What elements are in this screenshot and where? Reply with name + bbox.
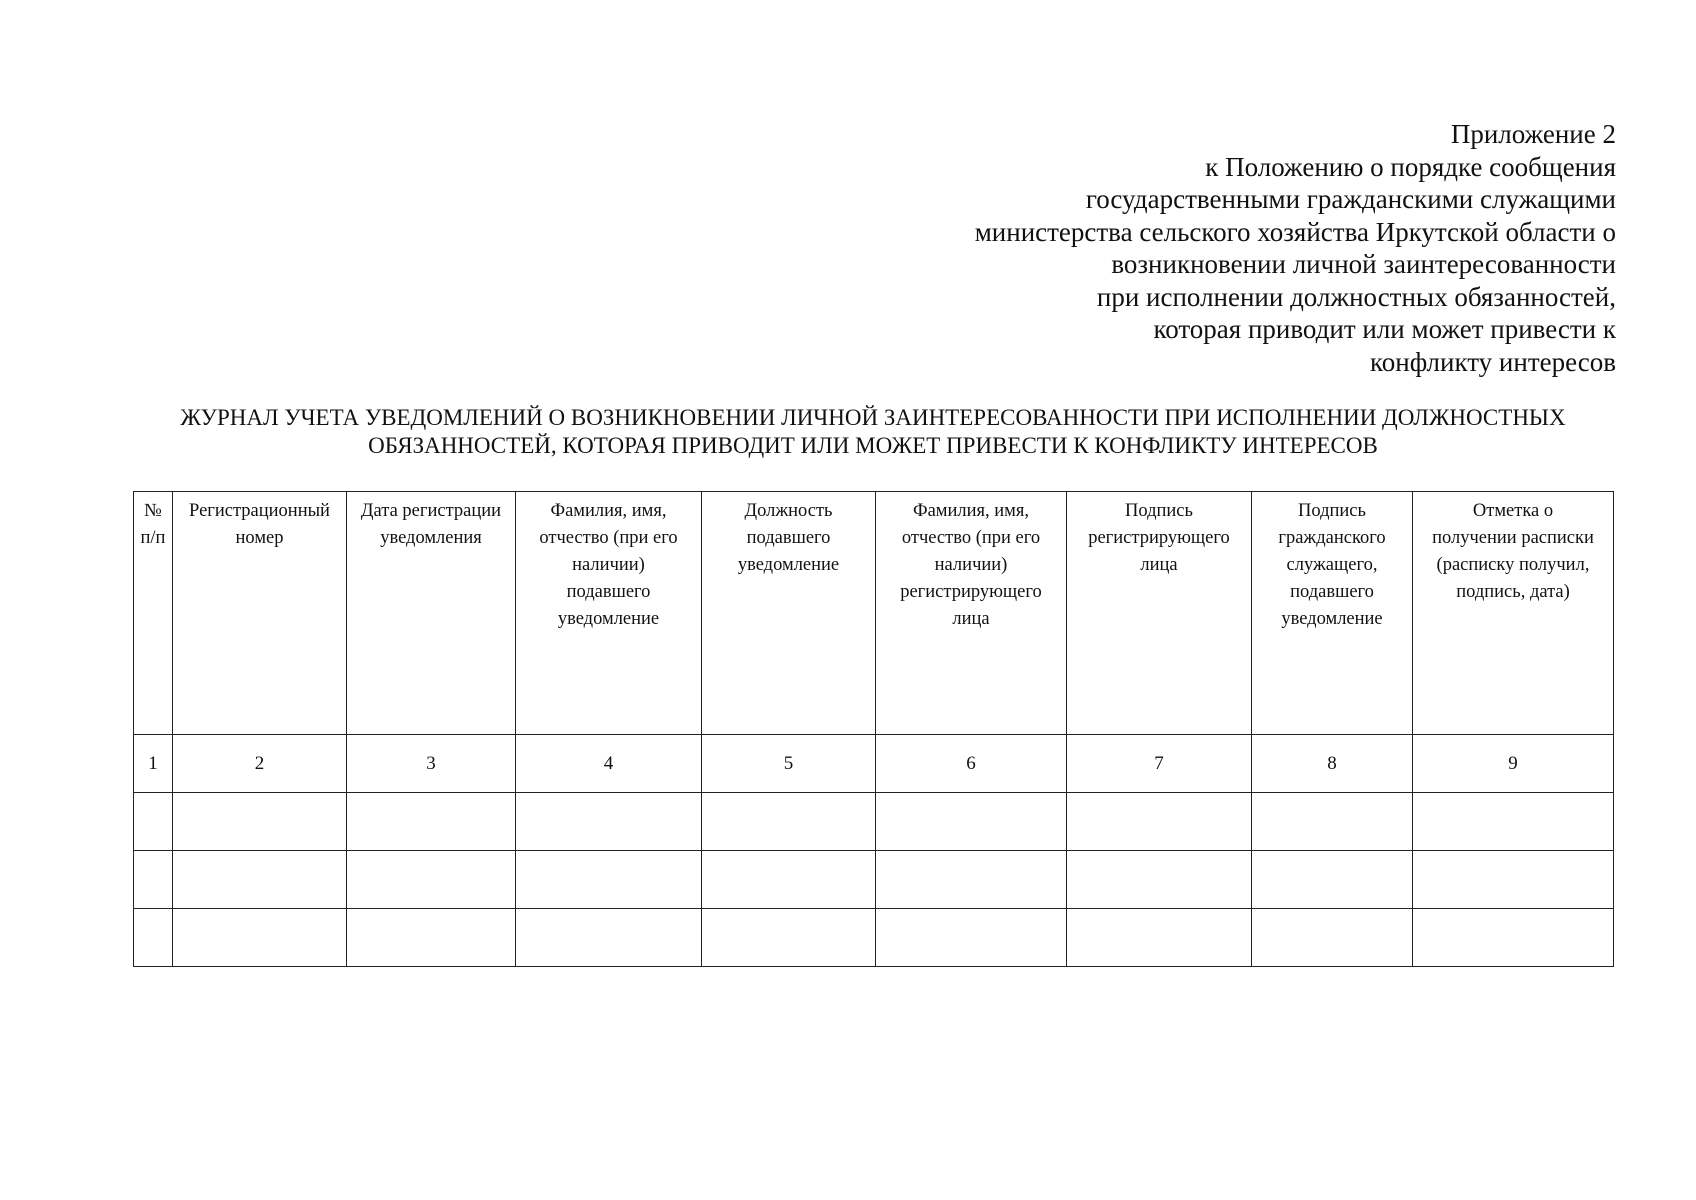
column-number: 9: [1413, 735, 1614, 793]
appendix-line: возникновении личной заинтересованности: [1111, 249, 1616, 279]
column-number: 8: [1252, 735, 1413, 793]
empty-cell: [1067, 909, 1252, 967]
appendix-line: при исполнении должностных обязанностей,: [1096, 281, 1616, 312]
column-number: 5: [702, 735, 876, 793]
empty-cell: [173, 851, 347, 909]
empty-cell: [1252, 793, 1413, 851]
journal-title-line: ЖУРНАЛ УЧЕТА УВЕДОМЛЕНИЙ О ВОЗНИКНОВЕНИИ ЛИЧНОЙ ЗАИНТЕРЕСОВАННОСТИ ПРИ ИСПОЛНЕНИИ ДОЛЖНОСТНЫХ: [180, 405, 1566, 430]
journal-table: [133, 491, 1614, 967]
appendix-line: Приложение 2: [1450, 119, 1616, 149]
empty-cell: [1252, 851, 1413, 909]
table-row: [134, 909, 1614, 967]
empty-cell: [134, 793, 173, 851]
column-number: 7: [1067, 735, 1252, 793]
table-header-row: [134, 492, 1614, 735]
empty-cell: [1067, 851, 1252, 909]
table-row: [134, 793, 1614, 851]
column-header: Фамилия, имя, отчество (при его наличии) подавшего уведомление: [516, 492, 702, 735]
empty-cell: [1413, 909, 1614, 967]
column-number: 4: [516, 735, 702, 793]
table-row: [134, 851, 1614, 909]
empty-cell: [134, 851, 173, 909]
empty-cell: [1067, 793, 1252, 851]
empty-cell: [876, 909, 1067, 967]
empty-cell: [1413, 793, 1614, 851]
column-number: 2: [173, 735, 347, 793]
empty-cell: [702, 851, 876, 909]
column-number: 1: [134, 735, 173, 793]
empty-cell: [516, 909, 702, 967]
column-number: 3: [347, 735, 516, 793]
column-number-row: [134, 735, 1614, 793]
empty-cell: [516, 793, 702, 851]
empty-cell: [347, 793, 516, 851]
appendix-line: государственными гражданскими служащими: [1085, 184, 1616, 214]
column-header: Подпись регистрирующего лица: [1067, 492, 1252, 735]
empty-cell: [876, 793, 1067, 851]
empty-cell: [702, 793, 876, 851]
appendix-line: министерства сельского хозяйства Иркутской области о: [974, 216, 1616, 247]
journal-title: [128, 404, 1618, 460]
appendix-header: [796, 118, 1616, 378]
column-number: 6: [876, 735, 1067, 793]
empty-cell: [134, 909, 173, 967]
empty-cell: [1413, 851, 1614, 909]
appendix-line: которая приводит или может привести к: [1153, 314, 1616, 344]
column-header: Должность подавшего уведомление: [702, 492, 876, 735]
column-header: Фамилия, имя, отчество (при его наличии) регистрирующего лица: [876, 492, 1067, 735]
column-header: Подпись гражданского служащего, подавшего уведомление: [1252, 492, 1413, 735]
empty-cell: [173, 793, 347, 851]
empty-cell: [516, 851, 702, 909]
column-header: Дата регистрации уведомления: [347, 492, 516, 735]
appendix-line: конфликту интересов: [1370, 346, 1616, 377]
empty-cell: [876, 851, 1067, 909]
journal-title-line: ОБЯЗАННОСТЕЙ, КОТОРАЯ ПРИВОДИТ ИЛИ МОЖЕТ ПРИВЕСТИ К КОНФЛИКТУ ИНТЕРЕСОВ: [368, 433, 1378, 458]
empty-cell: [702, 909, 876, 967]
column-header: № п/п: [134, 492, 173, 735]
column-header: Регистрационный номер: [173, 492, 347, 735]
column-header: Отметка о получении расписки (расписку получил, подпись, дата): [1413, 492, 1614, 735]
empty-cell: [1252, 909, 1413, 967]
empty-cell: [347, 851, 516, 909]
empty-cell: [347, 909, 516, 967]
empty-cell: [173, 909, 347, 967]
appendix-line: к Положению о порядке сообщения: [1205, 151, 1616, 182]
